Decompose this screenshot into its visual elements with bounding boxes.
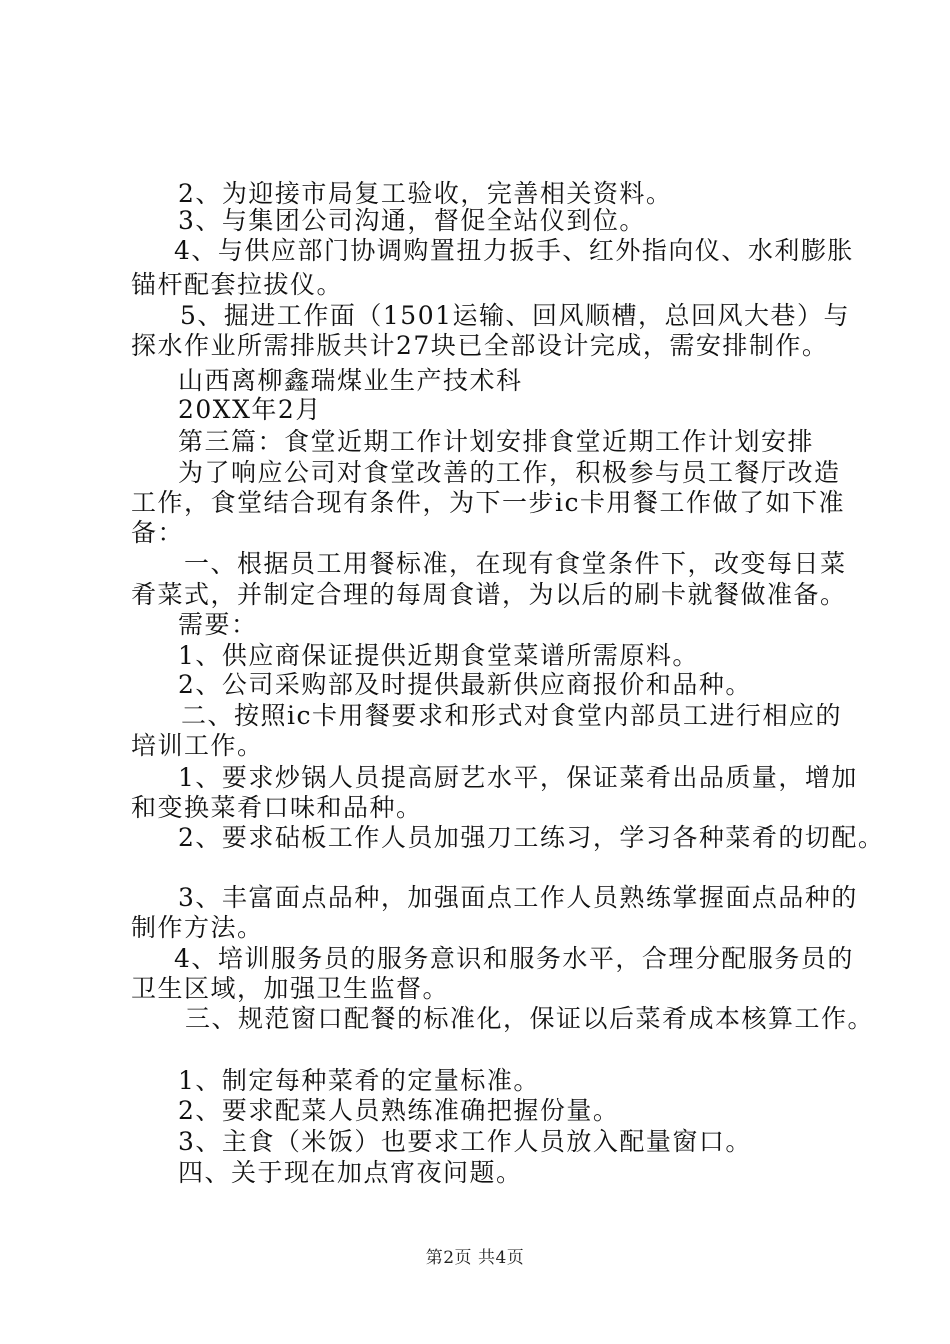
- text-line: 制作方法。: [131, 913, 264, 942]
- text-line: 工作，食堂结合现有条件，为下一步ic卡用餐工作做了如下准: [131, 488, 845, 517]
- text-line: 3、主食（米饭）也要求工作人员放入配量窗口。: [178, 1127, 752, 1156]
- text-line: 2、要求配菜人员熟练准确把握份量。: [178, 1096, 620, 1125]
- text-line: 3、丰富面点品种，加强面点工作人员熟练掌握面点品种的: [178, 883, 858, 912]
- text-line: 1、要求炒锅人员提高厨艺水平，保证菜肴出品质量，增加: [178, 763, 858, 792]
- text-line: 20XX年2月: [178, 395, 322, 424]
- text-line: 1、制定每种菜肴的定量标准。: [178, 1066, 540, 1095]
- text-line: 三、规范窗口配餐的标准化，保证以后菜肴成本核算工作。: [185, 1004, 875, 1033]
- text-line: 备：: [131, 518, 185, 547]
- text-line: 2、为迎接市局复工验收，完善相关资料。: [178, 179, 673, 208]
- text-line: 5、掘进工作面（1501运输、回风顺槽，总回风大巷）与: [180, 301, 851, 330]
- text-line: 卫生区域，加强卫生监督。: [131, 974, 450, 1003]
- text-line: 山西离柳鑫瑞煤业生产技术科: [178, 366, 523, 395]
- text-line: 1、供应商保证提供近期食堂菜谱所需原料。: [178, 641, 699, 670]
- text-line: 2、公司采购部及时提供最新供应商报价和品种。: [178, 670, 752, 699]
- section-title: 第三篇：食堂近期工作计划安排食堂近期工作计划安排: [178, 427, 815, 456]
- text-line: 和变换菜肴口味和品种。: [131, 793, 423, 822]
- text-line: 肴菜式，并制定合理的每周食谱，为以后的刷卡就餐做准备。: [131, 580, 847, 609]
- text-line: 一、根据员工用餐标准，在现有食堂条件下，改变每日菜: [184, 549, 847, 578]
- text-line: 3、与集团公司沟通，督促全站仪到位。: [178, 206, 646, 235]
- text-line: 需要：: [178, 610, 258, 639]
- text-line: 4、培训服务员的服务意识和服务水平，合理分配服务员的: [174, 944, 854, 973]
- text-line: 4、与供应部门协调购置扭力扳手、红外指向仪、水利膨胀: [174, 236, 854, 265]
- text-line: 2、要求砧板工作人员加强刀工练习，学习各种菜肴的切配。: [178, 823, 885, 852]
- text-line: 培训工作。: [131, 731, 264, 760]
- text-line: 二、按照ic卡用餐要求和形式对食堂内部员工进行相应的: [181, 701, 842, 730]
- page-number: 第2页 共4页: [425, 1248, 525, 1268]
- text-line: 为了响应公司对食堂改善的工作，积极参与员工餐厅改造: [178, 458, 841, 487]
- text-line: 探水作业所需排版共计27块已全部设计完成，需安排制作。: [131, 331, 829, 360]
- text-line: 四、关于现在加点宵夜问题。: [178, 1158, 523, 1187]
- text-line: 锚杆配套拉拔仪。: [131, 270, 344, 299]
